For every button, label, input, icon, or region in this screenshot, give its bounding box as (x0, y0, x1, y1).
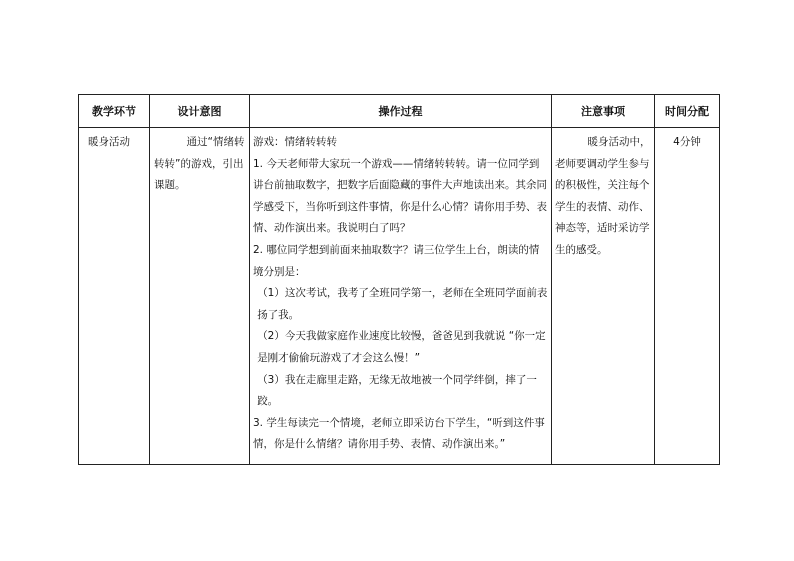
process-line-3: （1）这次考试，我考了全班同学第一，老师在全班同学面前表扬了我。 (257, 287, 548, 321)
stage-cell (79, 128, 150, 465)
header-process: 操作过程 (250, 95, 552, 128)
process-cell (250, 128, 552, 465)
notes-text: 暖身活动中，老师要调动学生参与的积极性，关注每个学生的表情、动作、神态等，适时采访学生的感受。 (555, 136, 651, 256)
table-row (79, 128, 720, 465)
header-stage: 教学环节 (79, 95, 150, 128)
stage-text: 暖身活动 (88, 136, 130, 148)
process-line-1: 1. 今天老师带大家玩一个游戏——情绪转转转。请一位同学到讲台前抽取数字，把数字后面隐藏的事件大声地读出来。其余同学感受下，当你听到这件事情，你是什么心情？请你用手势、表情、动作演出来。我说明白了吗？ (253, 157, 547, 235)
process-line-4: （2）今天我做家庭作业速度比较慢，爸爸见到我就说 “你一定是刚才偷偷玩游戏了才会这么慢！” (257, 330, 546, 364)
process-line-6: 3. 学生每读完一个情境，老师立即采访台下学生，“听到这件事情，你是什么情绪？请你用手势、表情、动作演出来。” (253, 416, 545, 451)
process-line-2: 2. 哪位同学想到前面来抽取数字？请三位学生上台，朗读的情境分别是： (253, 243, 540, 278)
header-design-intent: 设计意图 (150, 95, 250, 128)
header-notes: 注意事项 (552, 95, 655, 128)
design-cell (150, 128, 250, 465)
header-row (79, 95, 720, 128)
process-line-5: （3）我在走廊里走路，无缘无故地被一个同学绊倒，摔了一跤。 (257, 373, 537, 408)
design-text: 通过“情绪转转转”的游戏，引出课题。 (154, 136, 245, 192)
time-text: 4分钟 (673, 136, 701, 148)
header-time: 时间分配 (655, 95, 720, 128)
lesson-plan-table (78, 94, 720, 465)
time-cell (655, 128, 720, 465)
process-title: 游戏：情绪转转转 (253, 136, 337, 148)
notes-cell (552, 128, 655, 465)
